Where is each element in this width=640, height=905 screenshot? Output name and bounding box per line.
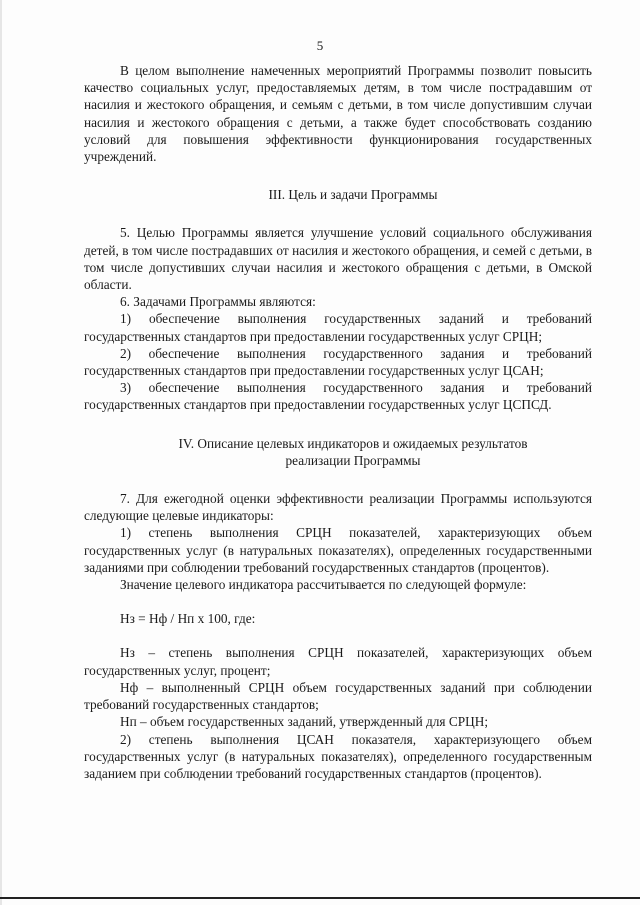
formula-intro: Значение целевого индикатора рассчитывается по следующей формуле: <box>120 577 527 593</box>
paragraph-item-7: 7. Для ежегодной оценки эффективности реализации Программы используются следующие целевые индикаторы: <box>84 491 592 524</box>
indicator-item-1: 1) степень выполнения СРЦН показателей, характеризующих объем государственных услуг (в натуральных показателях), определенных государственными заданиями при соблюдении требований государственных стандартов (процентов). <box>84 525 592 575</box>
definition-np: Нп – объем государственных заданий, утвержденный для СРЦН; <box>120 714 489 730</box>
scan-edge <box>0 0 2 905</box>
task-item-1: 1) обеспечение выполнения государственных заданий и требований государственных стандартов при предоставлении государственных услуг СРЦН; <box>84 311 592 344</box>
definition-nz: Нз – степень выполнения СРЦН показателей, характеризующих объем государственных услуг, процент; <box>84 645 592 678</box>
scan-border-bottom <box>0 897 640 899</box>
section-heading-4-line1: IV. Описание целевых индикаторов и ожидаемых результатов <box>178 435 528 451</box>
section-heading-3: III. Цель и задачи Программы <box>268 187 438 203</box>
paragraph-item-5: 5. Целью Программы является улучшение условий социального обслуживания детей, в том числе пострадавших от насилия и жестокого обращения, и семей с детьми, в том числе допустивших случаи насилия и жестокого обращения с детьми, в Омской области. <box>84 225 592 293</box>
page-content <box>84 62 592 782</box>
paragraph-summary: В целом выполнение намеченных мероприятий Программы позволит повысить качество социальных услуг, предоставляемых детям, в том числе пострадавшим от насилия и жестокого обращения, и семьям с детьми, в том числе допустившим случаи насилия и жестокого обращения с детьми, а также будет способствовать созданию условий для повышения эффективности функционирования государственных учреждений. <box>84 63 592 165</box>
section-heading-4-line2: реализации Программы <box>285 452 421 468</box>
task-item-2: 2) обеспечение выполнения государственного задания и требований государственных стандартов при предоставлении государственных услуг ЦСАН; <box>84 345 592 379</box>
page-number: 5 <box>316 38 324 53</box>
formula: Нз = Нф / Нп х 100, где: <box>120 611 256 627</box>
definition-nf: Нф – выполненный СРЦН объем государственных заданий при соблюдении требований государственных стандартов; <box>84 679 592 713</box>
paragraph-item-6: 6. Задачами Программы являются: <box>120 294 316 310</box>
task-item-3: 3) обеспечение выполнения государственного задания и требований государственных стандартов при предоставлении государственных услуг ЦСПСД. <box>84 380 592 413</box>
indicator-item-2: 2) степень выполнения ЦСАН показателя, характеризующего объем государственных услуг (в натуральных показателях), определенного государственным заданием при соблюдении требований государственных стандартов (процентов). <box>84 731 592 781</box>
